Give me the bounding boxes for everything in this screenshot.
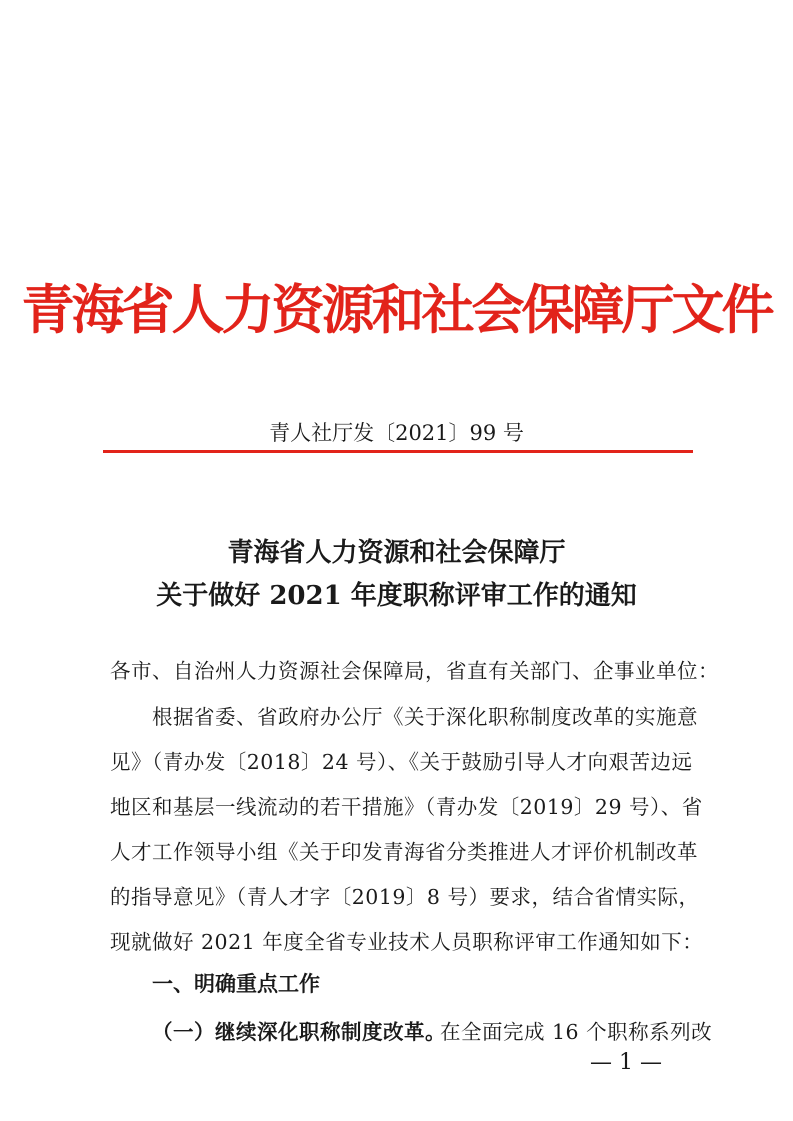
red-divider xyxy=(103,450,693,453)
paragraph-line: 地区和基层一线流动的若干措施》（青办发〔2019〕29 号）、省 xyxy=(110,795,703,819)
paragraph-line: 的指导意见》（青人才字〔2019〕8 号）要求，结合省情实际， xyxy=(110,885,700,909)
paragraph-line: 现就做好 2021 年度全省专业技术人员职称评审工作通知如下： xyxy=(110,930,704,954)
page-number: — 1 — xyxy=(590,1050,662,1075)
notice-title-line-2: 关于做好 2021 年度职称评审工作的通知 xyxy=(156,581,637,611)
paragraph-line: 根据省委、省政府办公厅《关于深化职称制度改革的实施意 xyxy=(110,705,698,729)
addressee-line: 各市、自治州人力资源社会保障局，省直有关部门、企事业单位： xyxy=(110,659,719,683)
paragraph-line: 人才工作领导小组《关于印发青海省分类推进人才评价机制改革 xyxy=(110,840,698,864)
paragraph-line: 见》（青办发〔2018〕24 号）、《关于鼓励引导人才向艰苦边远 xyxy=(110,750,693,774)
subsection-label: （一）继续深化职称制度改革。 xyxy=(152,1020,446,1044)
subsection-text: 在全面完成 16 个职称系列改 xyxy=(440,1020,713,1044)
subsection-line xyxy=(152,1015,446,1045)
section-heading: 一、明确重点工作 xyxy=(152,972,320,996)
notice-title-line-1: 青海省人力资源和社会保障厅 xyxy=(227,538,566,568)
issuer-title: 青海省人力资源和社会保障厅文件 xyxy=(21,280,772,341)
document-number: 青人社厅发〔2021〕99 号 xyxy=(269,421,524,445)
